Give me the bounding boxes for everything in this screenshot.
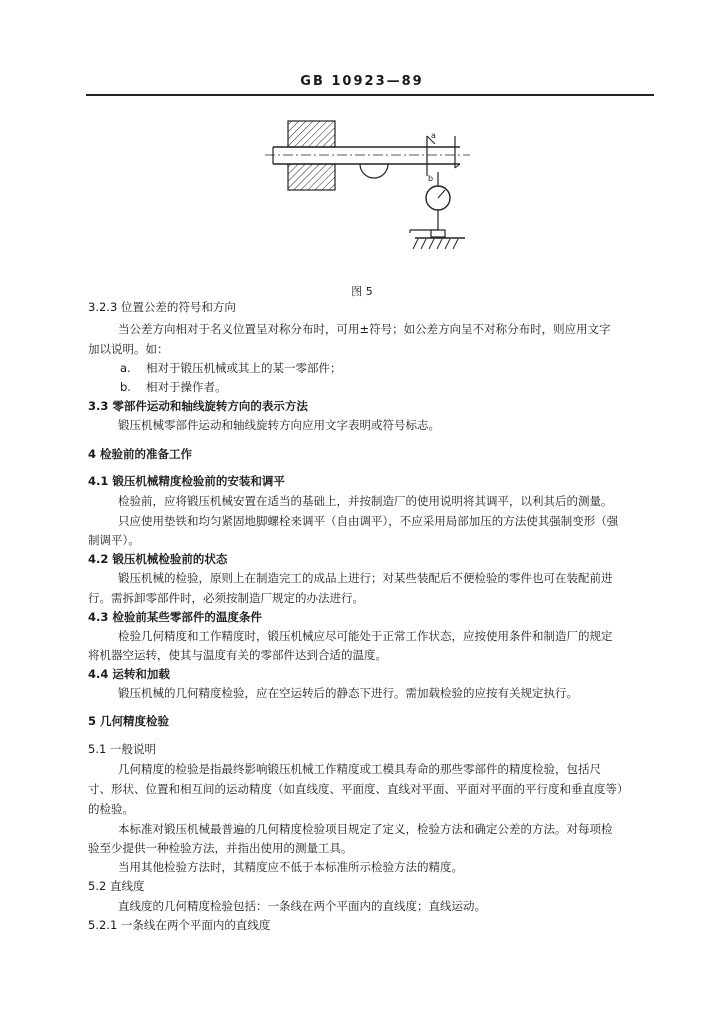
paragraph-text: 验至少提供一种检验方法，并指出使用的测量工具。 (88, 841, 353, 855)
paragraph-text: 直线度的几何精度检验包括：一条线在两个平面内的直线度；直线运动。 (118, 899, 486, 913)
section-5-1-heading: 5.1 一般说明 (88, 742, 156, 756)
paragraph-text: 行。需拆卸零部件时，必须按制造厂规定的办法进行。 (88, 591, 364, 605)
section-3-2-3-heading: 3.2.3 位置公差的符号和方向 (88, 300, 236, 314)
list-item-a-text: 相对于锻压机械或其上的某一零部件； (146, 361, 342, 375)
section-5-2-heading: 5.2 直线度 (88, 879, 145, 893)
housing-block-bottom (288, 164, 335, 190)
section-4-3-heading: 4.3 检验前某些零部件的温度条件 (88, 610, 262, 624)
figure-label-b: b (428, 174, 434, 183)
paragraph-text: 检验几何精度和工作精度时，锻压机械应尽可能处于正常工作状态，应按使用条件和制造厂的规定 (118, 629, 613, 643)
list-item-b-text: 相对于操作者。 (146, 380, 227, 394)
figure-caption: 图 5 (351, 285, 373, 298)
paragraph-text: 寸、形状、位置和相互间的运动精度（如直线度、平面度、直线对平面、平面对平面的平行度和垂直度等） (88, 782, 629, 796)
spindle-shaft (265, 147, 470, 164)
paragraph-text: 将机器空运转，使其与温度有关的零部件达到合适的温度。 (88, 648, 387, 662)
shaft-end-face (427, 136, 460, 176)
section-4-4-heading: 4.4 运转和加载 (88, 667, 170, 681)
housing-block-top (288, 121, 335, 147)
paragraph-text: 本标准对锻压机械最普遍的几何精度检验项目规定了定义，检验方法和确定公差的方法。对每项检 (118, 822, 613, 836)
paragraph-text: 加以说明。如： (88, 342, 169, 356)
paragraph-text: 的检验。 (88, 802, 134, 816)
list-item-b (120, 380, 658, 394)
section-3-3-heading: 3.3 零部件运动和轴线旋转方向的表示方法 (88, 399, 308, 413)
section-4-1-heading: 4.1 锻压机械精度检验前的安装和调平 (88, 474, 285, 488)
section-4-heading: 4 检验前的准备工作 (88, 447, 193, 461)
paragraph-text: 锻压机械零部件运动和轴线旋转方向应用文字表明或符号标志。 (118, 418, 440, 432)
standard-number-header: GB 10923—89 (300, 74, 424, 89)
list-item-a (120, 361, 658, 375)
header-rule (86, 94, 654, 96)
bearing-arc (360, 164, 388, 178)
paragraph-text: 只应使用垫铁和均匀紧固地脚螺栓来调平（自由调平），不应采用局部加压的方法使其强制变形（强 (118, 514, 619, 528)
figure-5-diagram (255, 108, 485, 268)
indicator-base (413, 230, 465, 249)
figure-label-a: a (431, 131, 436, 140)
list-item-a-tag: a. (120, 361, 131, 375)
list-item-b-tag: b. (120, 380, 131, 394)
paragraph-text: 当用其他检验方法时，其精度应不低于本标准所示检验方法的精度。 (118, 860, 463, 874)
section-5-heading: 5 几何精度检验 (88, 714, 170, 728)
section-4-2-heading: 4.2 锻压机械检验前的状态 (88, 552, 228, 566)
paragraph-text: 锻压机械的检验，原则上在制造完工的成品上进行；对某些装配后不便检验的零件也可在装配前进 (118, 571, 613, 585)
section-5-2-1-heading: 5.2.1 一条线在两个平面内的直线度 (88, 918, 271, 932)
paragraph-text: 锻压机械的几何精度检验，应在空运转后的静态下进行。需加载检验的应按有关规定执行。 (118, 686, 578, 700)
paragraph-text: 当公差方向相对于名义位置呈对称分布时，可用±符号；如公差方向呈不对称分布时，则应用文字 (118, 322, 611, 336)
paragraph-text: 几何精度的检验是指最终影响锻压机械工作精度或工模具寿命的那些零部件的精度检验，包括尺 (118, 762, 601, 776)
paragraph-text: 检验前，应将锻压机械安置在适当的基础上，并按制造厂的使用说明将其调平，以利其后的测量。 (118, 494, 613, 508)
paragraph-text: 制调平）。 (88, 533, 140, 547)
